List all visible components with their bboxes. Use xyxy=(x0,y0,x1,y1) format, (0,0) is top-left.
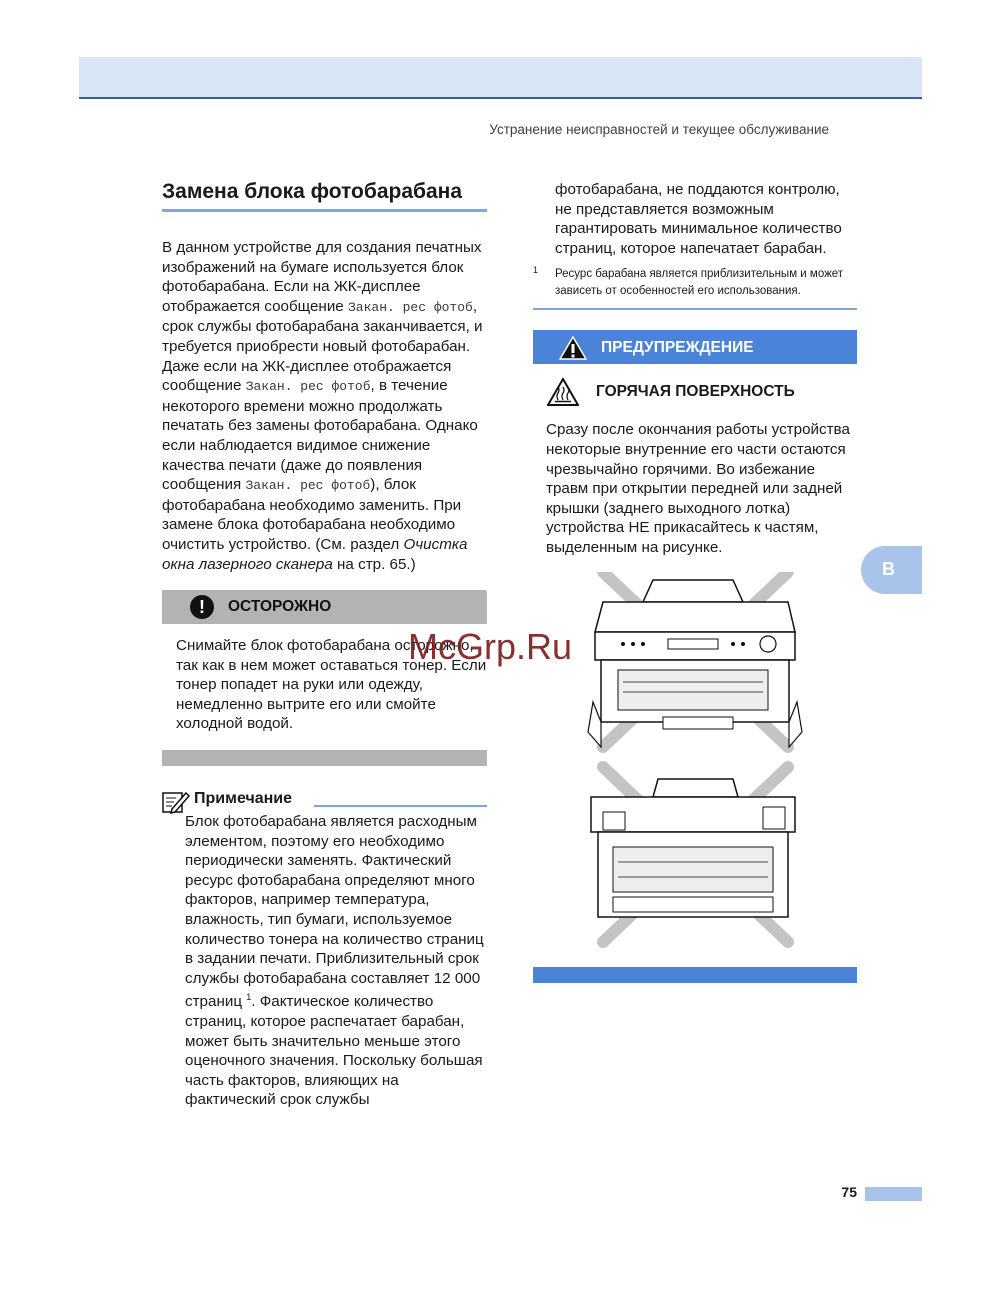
printer-front-view xyxy=(588,572,802,747)
intro-text-c: Даже если на ЖК-дисплее отображается сообщение xyxy=(162,357,452,395)
note-text-a: Блок фотобарабана является расходным элементом, поэтому его необходимо периодически заменять. Фактический ресурс фотобарабана определяют много факторов, например температура, влажность, тип бумаги, используемое количество тонера на количество страниц в задании печати. Приблизительный срок службы фотобарабана составляет 12 000 страниц xyxy=(185,813,484,1011)
caution-title: ОСТОРОЖНО xyxy=(228,598,332,616)
warning-footer-bar xyxy=(533,967,857,983)
page-number: 75 xyxy=(841,1184,857,1200)
caution-header xyxy=(162,590,487,624)
top-header-band xyxy=(79,57,922,99)
note-text xyxy=(185,812,487,1110)
footnote-text: Ресурс барабана является приблизительным и может зависеть от особенностей его использования. xyxy=(555,268,844,298)
intro-paragraph xyxy=(162,238,487,574)
footnote xyxy=(533,266,857,310)
caution-footer-bar xyxy=(162,750,487,766)
warning-header xyxy=(533,330,857,364)
footnote-number: 1 xyxy=(533,265,539,276)
intro-text-f: на стр. 65.) xyxy=(337,555,416,573)
printer-illustration xyxy=(583,572,808,952)
page-number-bar xyxy=(865,1187,922,1201)
warning-title: ПРЕДУПРЕЖДЕНИЕ xyxy=(601,339,754,357)
intro-text-e: ), блок фотобарабана необходимо заменить. При замене блока фотобарабана необходимо очистить устройство. (См. раздел xyxy=(162,476,462,553)
cross-reference-link[interactable]: Очистка окна лазерного сканера xyxy=(162,535,468,573)
note-text-b: . Фактическое количество страниц, которое распечатает барабан, может быть значительно меньше этого оценочного значения. Поскольку большая часть факторов, влияющих на фактический срок службы xyxy=(185,993,483,1109)
note-continuation: фотобарабана, не поддаются контролю, не представляется возможным гарантировать минимальное количество страниц, которое напечатает барабан. xyxy=(555,181,842,257)
exclamation-icon: ! xyxy=(190,595,214,619)
lcd-message: Закан. рес фотоб xyxy=(348,299,473,315)
hot-surface-row xyxy=(533,378,857,406)
note-box xyxy=(162,790,487,1110)
intro-text-a: В данном устройстве для создания печатных изображений на бумаге используется блок фотобарабана. Если на ЖК-дисплее отображается сообщение xyxy=(162,239,482,315)
intro-text-b: , срок службы фотобарабана заканчивается, и требуется приобрести новый фотобарабан. xyxy=(162,297,483,355)
note-title: Примечание xyxy=(194,790,293,808)
running-head: Устранение неисправностей и текущее обслуживание xyxy=(489,122,829,137)
chapter-tab[interactable] xyxy=(861,546,922,594)
hot-surface-icon xyxy=(547,378,579,406)
caution-box xyxy=(162,590,487,766)
note-pencil-icon xyxy=(162,790,190,814)
printer-rear-view xyxy=(591,767,795,942)
watermark: McGrp.Ru xyxy=(408,626,573,667)
chapter-tab-label: B xyxy=(882,559,895,579)
lcd-message: Закан. рес фотоб xyxy=(245,478,371,494)
hot-surface-title: ГОРЯЧАЯ ПОВЕРХНОСТЬ xyxy=(596,383,795,401)
lcd-message: Закан. рес фотоб xyxy=(245,379,371,395)
warning-text: Сразу после окончания работы устройства некоторые внутренние его части остаются чрезвычайно горячими. Во избежание травм при открытии передней или задней крышки (заднего выходного лотка) устройства НЕ прикасайтесь к частям, выделенным на рисунке. xyxy=(546,421,850,556)
right-column xyxy=(533,180,857,983)
intro-text-d: , в течение некоторого времени можно продолжать печатать без замены фотобарабана. Однако если наблюдается видимое снижение качества печати (даже до появления сообщения xyxy=(162,377,478,494)
note-rule xyxy=(314,805,487,807)
footnote-ref: 1 xyxy=(246,992,252,1003)
section-title: Замена блока фотобарабана xyxy=(162,180,487,212)
caution-text: Снимайте блок фотобарабана осторожно, так как в нем может оставаться тонер. Если тонер попадет на руки или одежду, немедленно вытрите его или смойте холодной водой. xyxy=(176,637,487,733)
warning-triangle-icon xyxy=(559,336,587,360)
